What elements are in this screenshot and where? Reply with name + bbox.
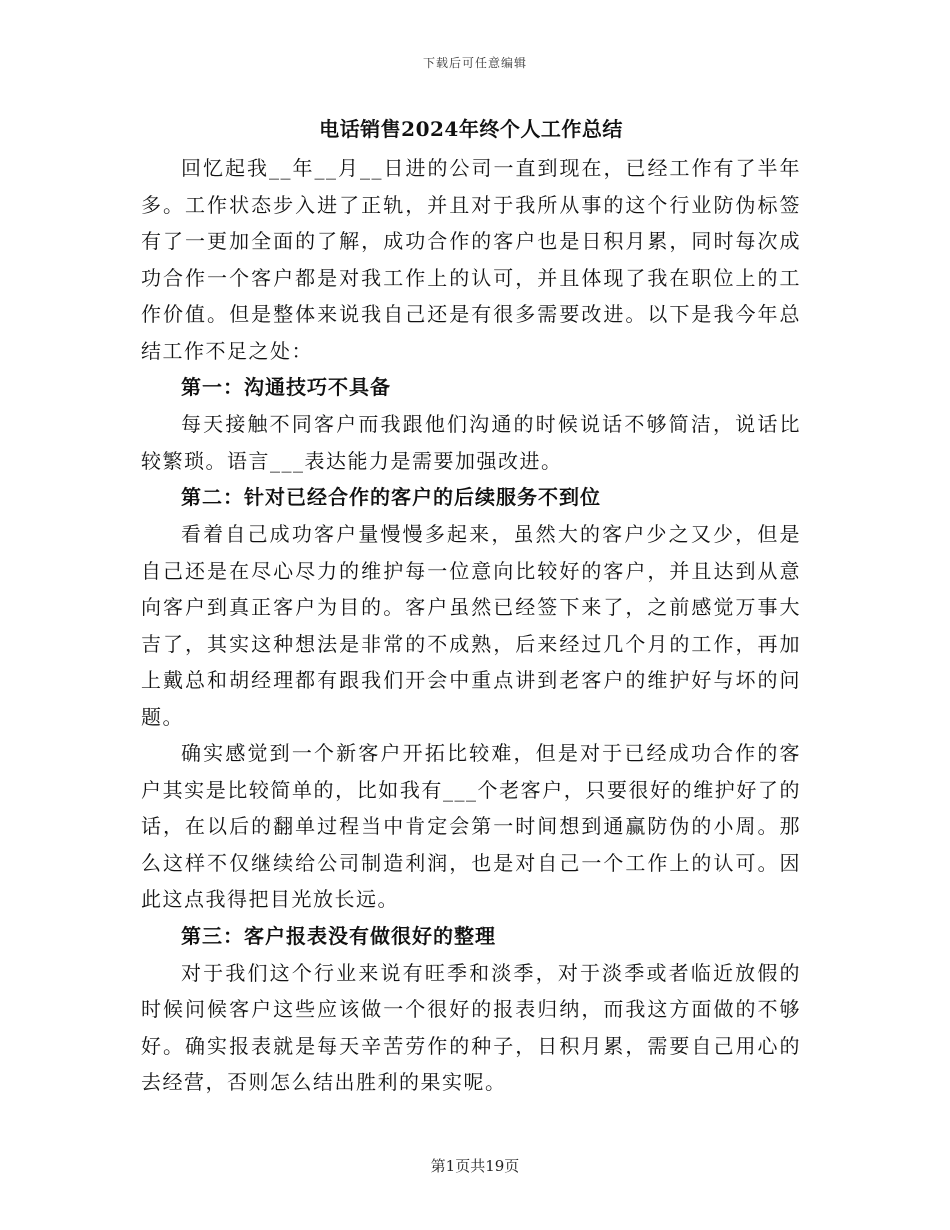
document-body xyxy=(141,112,801,1101)
page-number-footer: 第1页共19页 xyxy=(430,1157,520,1175)
section-paragraph: 看着自己成功客户量慢慢多起来，虽然大的客户少之又少，但是自己还是在尽心尽力的维护每一位意向比较好的客户，并且达到从意向客户到真正客户为目的。客户虽然已经签下来了，之前感觉万事大吉了，其实这种想法是非常的不成熟，后来经过几个月的工作，再加上戴总和胡经理都有跟我们开会中重点讲到老客户的维护好与坏的问题。 xyxy=(141,522,801,729)
section-2 xyxy=(141,479,801,918)
section-paragraph: 对于我们这个行业来说有旺季和淡季，对于淡季或者临近放假的时候问候客户这些应该做一个很好的报表归纳，而我这方面做的不够好。确实报表就是每天辛苦劳作的种子，日积月累，需要自己用心的去经营，否则怎么结出胜利的果实呢。 xyxy=(141,960,801,1094)
section-paragraph: 每天接触不同客户而我跟他们沟通的时候说话不够简洁，说话比较繁琐。语言___表达能力是需要加强改进。 xyxy=(141,412,801,473)
section-1 xyxy=(141,369,801,479)
intro-paragraph: 回忆起我__年__月__日进的公司一直到现在，已经工作有了半年多。工作状态步入进了正轨，并且对于我所从事的这个行业防伪标签有了一更加全面的了解，成功合作的客户也是日积月累，同时每次成功合作一个客户都是对我工作上的认可，并且体现了我在职位上的工作价值。但是整体来说我自己还是有很多需要改进。以下是我今年总结工作不足之处： xyxy=(141,156,801,363)
section-3 xyxy=(141,918,801,1101)
header-note: 下载后可任意编辑 xyxy=(422,56,527,70)
section-heading: 第三：客户报表没有做很好的整理 xyxy=(181,923,496,948)
document-title: 电话销售2024年终个人工作总结 xyxy=(319,117,623,141)
section-paragraph: 确实感觉到一个新客户开拓比较难，但是对于已经成功合作的客户其实是比较简单的，比如我有___个老客户，只要很好的维护好了的话，在以后的翻单过程当中肯定会第一时间想到通赢防伪的小周。那么这样不仅继续给公司制造利润，也是对自己一个工作上的认可。因此这点我得把目光放长远。 xyxy=(141,741,801,911)
section-heading: 第一：沟通技巧不具备 xyxy=(181,375,391,399)
section-heading: 第二：针对已经合作的客户的后续服务不到位 xyxy=(181,485,601,509)
